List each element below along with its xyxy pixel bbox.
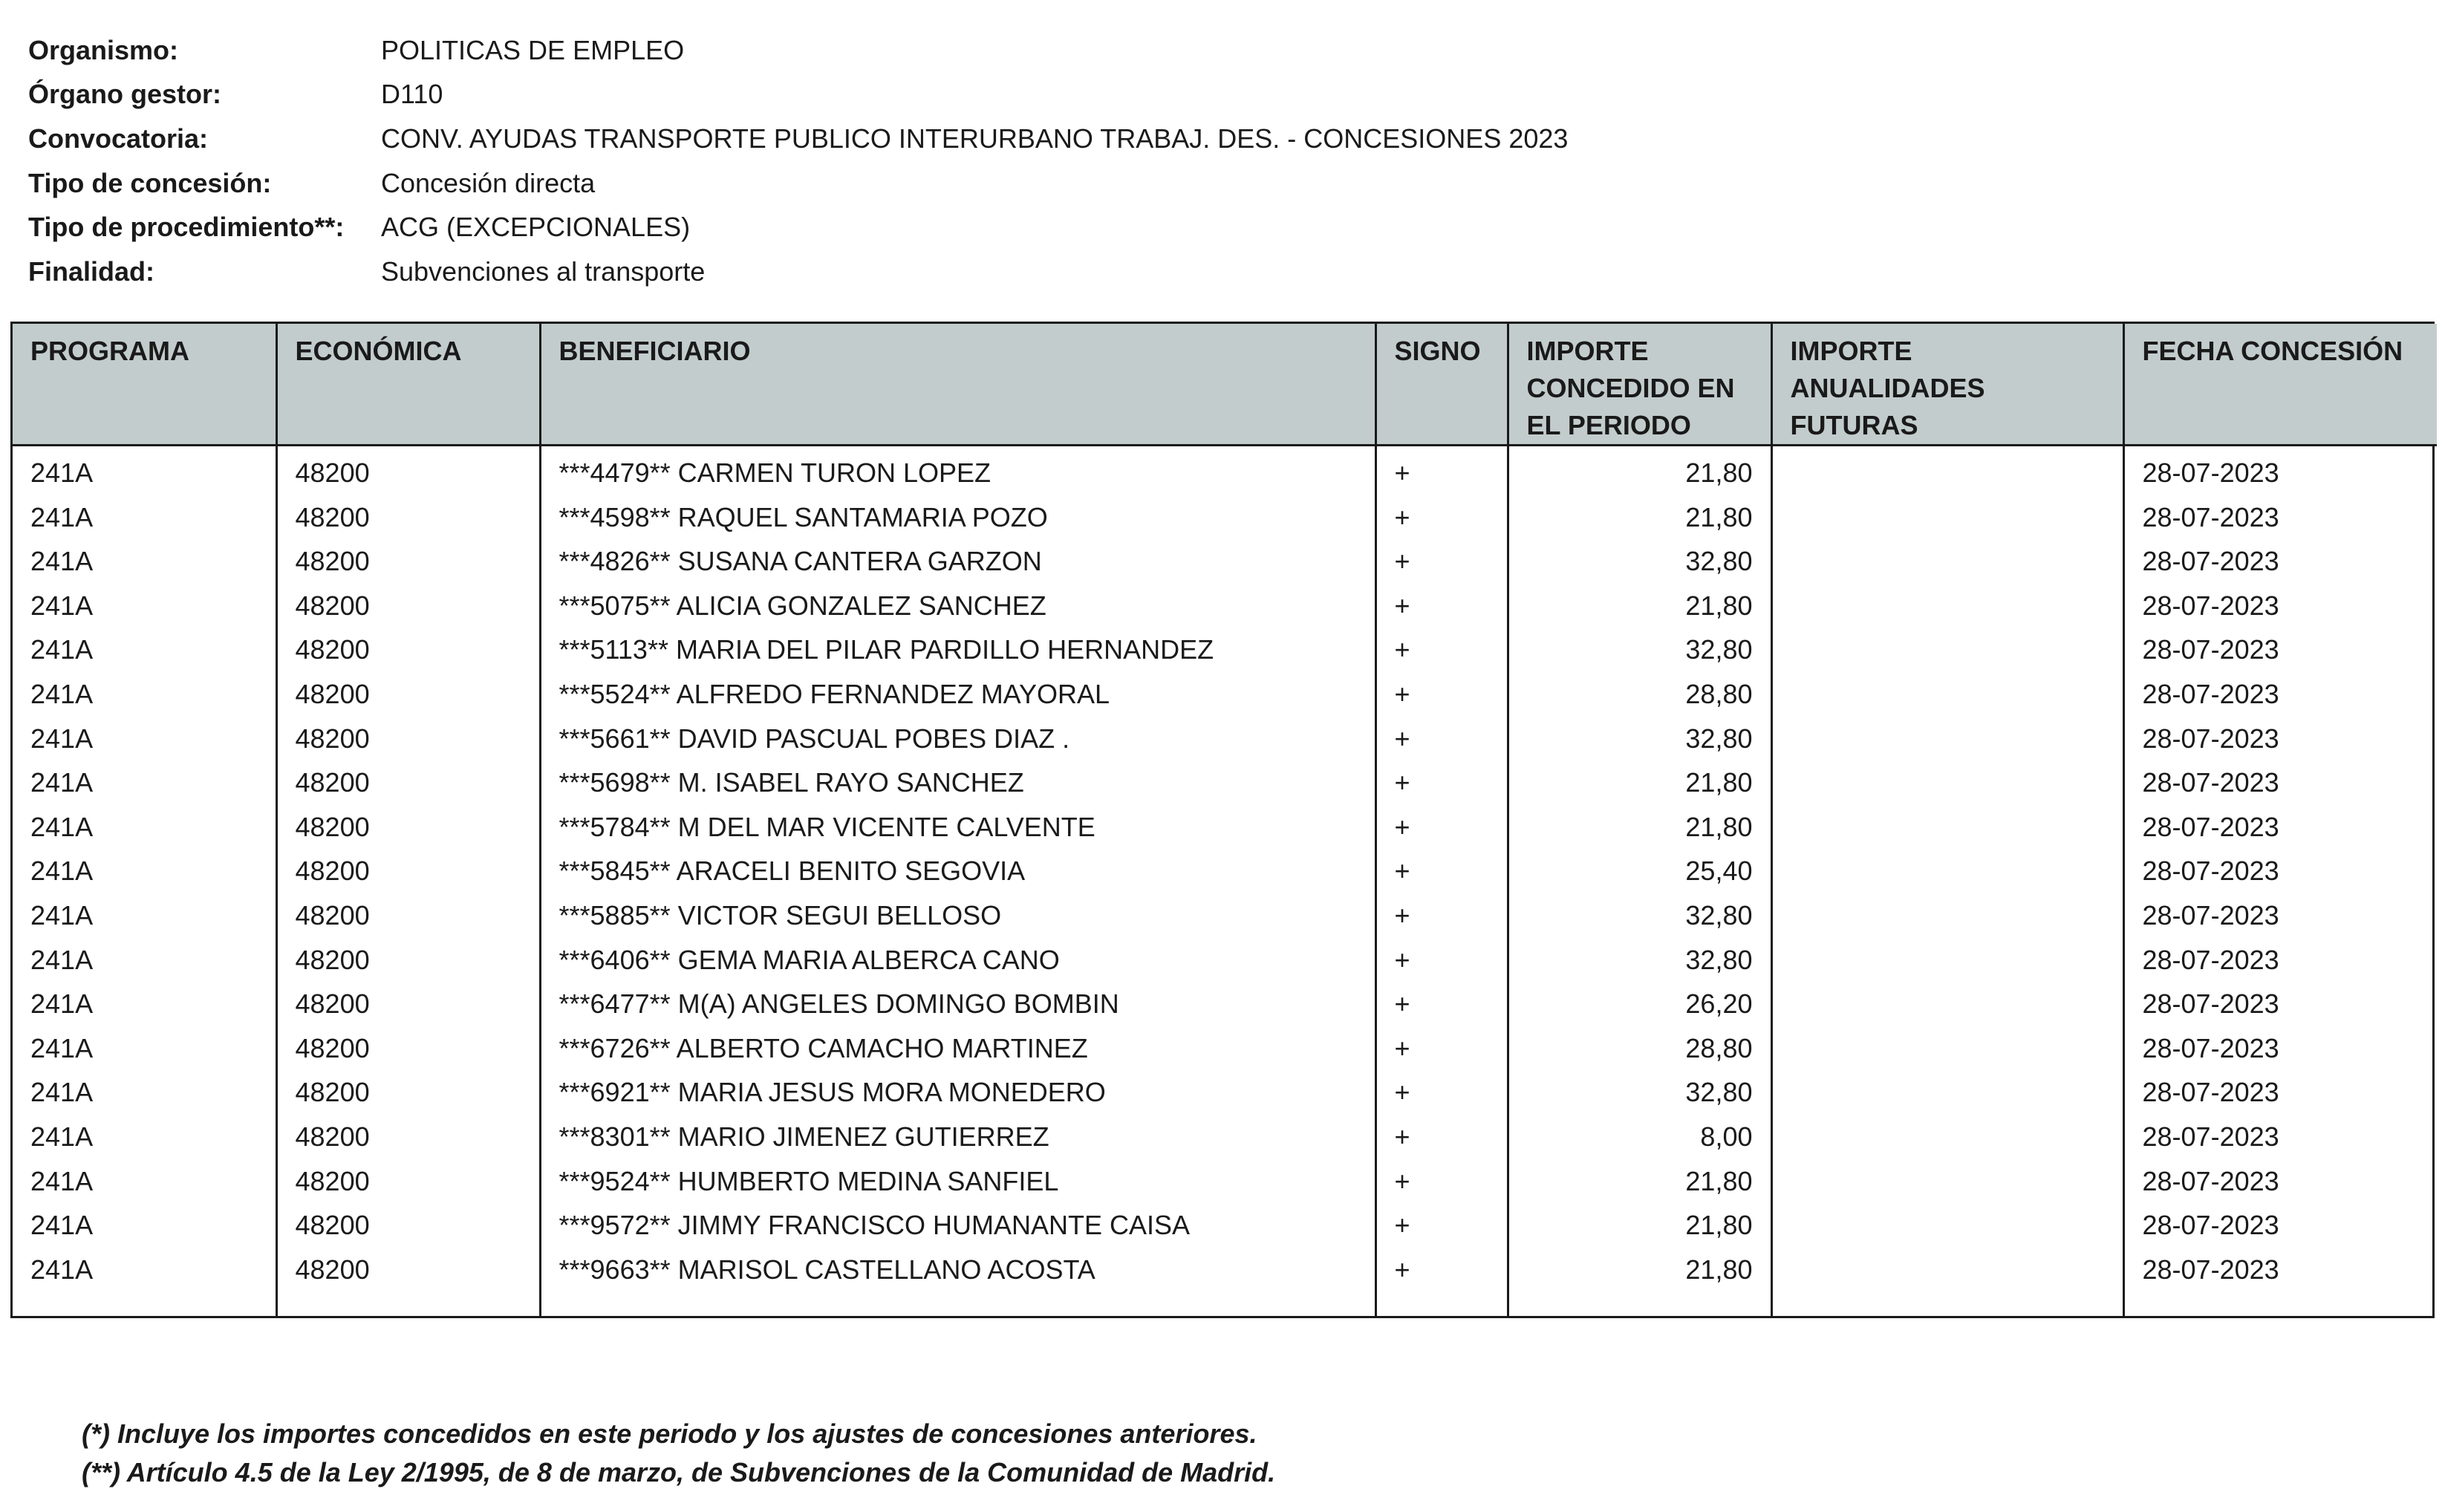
cell-programa: 241A — [30, 988, 94, 1020]
cell-signo: + — [1375, 672, 1508, 717]
cell-signo: + — [1375, 805, 1508, 850]
table-row — [13, 584, 2437, 628]
cell-importe-concedido: 32,80 — [1508, 628, 1771, 672]
cell-fecha-concesion: 28-07-2023 — [2123, 1159, 2437, 1204]
meta-value: ACG (EXCEPCIONALES) — [381, 212, 691, 243]
column-header-beneficiario: BENEFICIARIO — [540, 324, 1375, 446]
cell-fecha-concesion: 28-07-2023 — [2123, 760, 2437, 805]
cell-signo: + — [1375, 1159, 1508, 1204]
meta-label: Órgano gestor: — [28, 79, 222, 110]
meta-row-tipo-concesion — [28, 161, 1959, 206]
column-header-signo: SIGNO — [1375, 324, 1508, 446]
cell-beneficiario: ***5885** VICTOR SEGUI BELLOSO — [540, 893, 1375, 938]
column-header-programa: PROGRAMA — [13, 324, 276, 446]
cell-anualidades-futuras — [1771, 717, 2123, 761]
cell-beneficiario: ***5784** M DEL MAR VICENTE CALVENTE — [540, 805, 1375, 850]
cell-fecha-concesion: 28-07-2023 — [2123, 628, 2437, 672]
document-metadata — [28, 28, 1959, 294]
cell-fecha-concesion: 28-07-2023 — [2123, 893, 2437, 938]
cell-programa: 241A — [30, 1121, 94, 1152]
cell-beneficiario: ***6921** MARIA JESUS MORA MONEDERO — [540, 1070, 1375, 1115]
table-row — [13, 1026, 2437, 1071]
cell-beneficiario: ***4826** SUSANA CANTERA GARZON — [540, 539, 1375, 584]
cell-signo: + — [1375, 446, 1508, 495]
cell-fecha-concesion: 28-07-2023 — [2123, 938, 2437, 983]
meta-value: POLITICAS DE EMPLEO — [381, 34, 685, 65]
table-row — [13, 760, 2437, 805]
cell-signo: + — [1375, 849, 1508, 893]
cell-economica: 48200 — [276, 539, 540, 584]
table-row — [13, 1203, 2437, 1248]
cell-beneficiario: ***6406** GEMA MARIA ALBERCA CANO — [540, 938, 1375, 983]
cell-fecha-concesion: 28-07-2023 — [2123, 539, 2437, 584]
concessions-table-frame — [10, 322, 2435, 1318]
cell-beneficiario: ***4598** RAQUEL SANTAMARIA POZO — [540, 495, 1375, 540]
cell-signo: + — [1375, 1026, 1508, 1071]
meta-value: D110 — [381, 79, 443, 110]
cell-economica: 48200 — [276, 717, 540, 761]
cell-beneficiario: ***9663** MARISOL CASTELLANO ACOSTA — [540, 1248, 1375, 1292]
cell-anualidades-futuras — [1771, 1026, 2123, 1071]
cell-anualidades-futuras — [1771, 1159, 2123, 1204]
cell-fecha-concesion: 28-07-2023 — [2123, 717, 2437, 761]
table-body — [13, 446, 2437, 1317]
cell-economica: 48200 — [276, 1026, 540, 1071]
cell-economica: 48200 — [276, 672, 540, 717]
meta-row-finalidad — [28, 250, 1959, 294]
cell-signo: + — [1375, 1203, 1508, 1248]
cell-signo: + — [1375, 1070, 1508, 1115]
header-line: ANUALIDADES — [1790, 373, 1985, 403]
cell-anualidades-futuras — [1771, 849, 2123, 893]
cell-importe-concedido: 28,80 — [1508, 1026, 1771, 1071]
cell-programa: 241A — [30, 1032, 94, 1063]
cell-programa: 241A — [30, 1165, 94, 1196]
cell-programa: 241A — [30, 811, 94, 842]
cell-economica: 48200 — [276, 849, 540, 893]
meta-row-tipo-procedimiento — [28, 205, 1959, 250]
cell-programa: 241A — [30, 899, 94, 931]
cell-economica: 48200 — [276, 1159, 540, 1204]
column-header-importe-concedido — [1508, 324, 1771, 446]
cell-importe-concedido: 21,80 — [1508, 495, 1771, 540]
cell-anualidades-futuras — [1771, 628, 2123, 672]
cell-importe-concedido: 28,80 — [1508, 672, 1771, 717]
cell-programa: 241A — [30, 501, 94, 532]
cell-programa: 241A — [30, 944, 94, 975]
cell-beneficiario: ***6726** ALBERTO CAMACHO MARTINEZ — [540, 1026, 1375, 1071]
column-header-anualidades-futuras — [1771, 324, 2123, 446]
table-row — [13, 805, 2437, 850]
cell-signo: + — [1375, 539, 1508, 584]
cell-economica: 48200 — [276, 1070, 540, 1115]
cell-programa: 241A — [30, 1210, 94, 1241]
cell-programa: 241A — [30, 457, 94, 488]
cell-economica: 48200 — [276, 982, 540, 1026]
cell-anualidades-futuras — [1771, 1070, 2123, 1115]
cell-signo: + — [1375, 628, 1508, 672]
cell-anualidades-futuras — [1771, 584, 2123, 628]
cell-economica: 48200 — [276, 805, 540, 850]
cell-economica: 48200 — [276, 495, 540, 540]
table-row — [13, 717, 2437, 761]
table-filler-row — [13, 1291, 2437, 1316]
cell-fecha-concesion: 28-07-2023 — [2123, 1248, 2437, 1292]
cell-beneficiario: ***5661** DAVID PASCUAL POBES DIAZ . — [540, 717, 1375, 761]
table-row — [13, 539, 2437, 584]
meta-label: Tipo de procedimiento**: — [28, 212, 345, 243]
cell-anualidades-futuras — [1771, 1203, 2123, 1248]
cell-signo: + — [1375, 717, 1508, 761]
cell-importe-concedido: 21,80 — [1508, 584, 1771, 628]
cell-signo: + — [1375, 893, 1508, 938]
cell-fecha-concesion: 28-07-2023 — [2123, 1203, 2437, 1248]
meta-value: Concesión directa — [381, 167, 596, 198]
cell-importe-concedido: 32,80 — [1508, 893, 1771, 938]
header-line: EL PERIODO — [1526, 410, 1691, 440]
cell-programa: 241A — [30, 767, 94, 798]
cell-signo: + — [1375, 982, 1508, 1026]
table-row — [13, 1159, 2437, 1204]
cell-fecha-concesion: 28-07-2023 — [2123, 805, 2437, 850]
cell-beneficiario: ***8301** MARIO JIMENEZ GUTIERREZ — [540, 1115, 1375, 1159]
cell-anualidades-futuras — [1771, 760, 2123, 805]
cell-anualidades-futuras — [1771, 446, 2123, 495]
header-line: FUTURAS — [1790, 410, 1918, 440]
cell-importe-concedido: 32,80 — [1508, 1070, 1771, 1115]
cell-anualidades-futuras — [1771, 982, 2123, 1026]
table-header — [13, 324, 2437, 446]
cell-beneficiario: ***5524** ALFREDO FERNANDEZ MAYORAL — [540, 672, 1375, 717]
meta-label: Finalidad: — [28, 255, 154, 287]
table-row — [13, 982, 2437, 1026]
footnotes — [82, 1415, 1275, 1492]
cell-economica: 48200 — [276, 938, 540, 983]
cell-importe-concedido: 21,80 — [1508, 446, 1771, 495]
cell-importe-concedido: 21,80 — [1508, 1203, 1771, 1248]
cell-signo: + — [1375, 1115, 1508, 1159]
cell-fecha-concesion: 28-07-2023 — [2123, 1115, 2437, 1159]
cell-anualidades-futuras — [1771, 539, 2123, 584]
table-row — [13, 628, 2437, 672]
table-row — [13, 1115, 2437, 1159]
cell-beneficiario: ***5113** MARIA DEL PILAR PARDILLO HERNANDEZ — [540, 628, 1375, 672]
cell-fecha-concesion: 28-07-2023 — [2123, 584, 2437, 628]
cell-fecha-concesion: 28-07-2023 — [2123, 1070, 2437, 1115]
cell-economica: 48200 — [276, 1115, 540, 1159]
cell-fecha-concesion: 28-07-2023 — [2123, 849, 2437, 893]
cell-beneficiario: ***5845** ARACELI BENITO SEGOVIA — [540, 849, 1375, 893]
cell-importe-concedido: 32,80 — [1508, 938, 1771, 983]
footnote: (*) Incluye los importes concedidos en este periodo y los ajustes de concesiones anteriores. — [82, 1418, 1257, 1449]
cell-programa: 241A — [30, 546, 94, 577]
meta-row-convocatoria — [28, 117, 1959, 161]
cell-importe-concedido: 21,80 — [1508, 760, 1771, 805]
cell-signo: + — [1375, 495, 1508, 540]
table-row — [13, 1070, 2437, 1115]
cell-importe-concedido: 21,80 — [1508, 1248, 1771, 1292]
concessions-table — [13, 324, 2437, 1316]
header-line: IMPORTE — [1526, 336, 1649, 366]
cell-fecha-concesion: 28-07-2023 — [2123, 672, 2437, 717]
cell-importe-concedido: 32,80 — [1508, 717, 1771, 761]
meta-label: Tipo de concesión: — [28, 167, 272, 198]
cell-anualidades-futuras — [1771, 672, 2123, 717]
column-header-economica: ECONÓMICA — [276, 324, 540, 446]
cell-programa: 241A — [30, 723, 94, 754]
cell-economica: 48200 — [276, 1248, 540, 1292]
cell-anualidades-futuras — [1771, 1115, 2123, 1159]
cell-signo: + — [1375, 584, 1508, 628]
cell-programa: 241A — [30, 678, 94, 709]
meta-label: Organismo: — [28, 34, 179, 65]
cell-programa: 241A — [30, 590, 94, 621]
cell-anualidades-futuras — [1771, 938, 2123, 983]
cell-programa: 241A — [30, 1077, 94, 1108]
meta-row-organismo — [28, 28, 1959, 73]
cell-beneficiario: ***9572** JIMMY FRANCISCO HUMANANTE CAISA — [540, 1203, 1375, 1248]
table-row — [13, 1248, 2437, 1292]
meta-label: Convocatoria: — [28, 123, 209, 154]
cell-beneficiario: ***9524** HUMBERTO MEDINA SANFIEL — [540, 1159, 1375, 1204]
meta-value: CONV. AYUDAS TRANSPORTE PUBLICO INTERURBANO TRABAJ. DES. - CONCESIONES 2023 — [381, 123, 1569, 154]
cell-programa: 241A — [30, 634, 94, 665]
column-header-fecha-concesion: FECHA CONCESIÓN — [2123, 324, 2437, 446]
table-row — [13, 672, 2437, 717]
table-row — [13, 849, 2437, 893]
header-line: CONCEDIDO EN — [1526, 373, 1735, 403]
cell-anualidades-futuras — [1771, 1248, 2123, 1292]
cell-programa: 241A — [30, 856, 94, 887]
meta-row-organo-gestor — [28, 73, 1959, 117]
cell-beneficiario: ***5075** ALICIA GONZALEZ SANCHEZ — [540, 584, 1375, 628]
table-row — [13, 938, 2437, 983]
cell-signo: + — [1375, 1248, 1508, 1292]
cell-importe-concedido: 25,40 — [1508, 849, 1771, 893]
cell-importe-concedido: 21,80 — [1508, 805, 1771, 850]
cell-economica: 48200 — [276, 760, 540, 805]
cell-economica: 48200 — [276, 628, 540, 672]
cell-importe-concedido: 26,20 — [1508, 982, 1771, 1026]
cell-beneficiario: ***4479** CARMEN TURON LOPEZ — [540, 446, 1375, 495]
cell-importe-concedido: 21,80 — [1508, 1159, 1771, 1204]
cell-economica: 48200 — [276, 1203, 540, 1248]
cell-fecha-concesion: 28-07-2023 — [2123, 495, 2437, 540]
cell-programa: 241A — [30, 1254, 94, 1285]
header-line: IMPORTE — [1790, 336, 1912, 366]
cell-economica: 48200 — [276, 893, 540, 938]
cell-anualidades-futuras — [1771, 893, 2123, 938]
cell-fecha-concesion: 28-07-2023 — [2123, 446, 2437, 495]
cell-anualidades-futuras — [1771, 495, 2123, 540]
cell-signo: + — [1375, 760, 1508, 805]
cell-economica: 48200 — [276, 446, 540, 495]
cell-importe-concedido: 32,80 — [1508, 539, 1771, 584]
cell-fecha-concesion: 28-07-2023 — [2123, 982, 2437, 1026]
table-row — [13, 446, 2437, 495]
footnote: (**) Artículo 4.5 de la Ley 2/1995, de 8 de marzo, de Subvenciones de la Comunidad de Madrid. — [82, 1457, 1276, 1487]
cell-importe-concedido: 8,00 — [1508, 1115, 1771, 1159]
cell-anualidades-futuras — [1771, 805, 2123, 850]
table-row — [13, 893, 2437, 938]
meta-value: Subvenciones al transporte — [381, 255, 706, 287]
cell-fecha-concesion: 28-07-2023 — [2123, 1026, 2437, 1071]
cell-signo: + — [1375, 938, 1508, 983]
cell-beneficiario: ***5698** M. ISABEL RAYO SANCHEZ — [540, 760, 1375, 805]
cell-economica: 48200 — [276, 584, 540, 628]
cell-beneficiario: ***6477** M(A) ANGELES DOMINGO BOMBIN — [540, 982, 1375, 1026]
table-row — [13, 495, 2437, 540]
